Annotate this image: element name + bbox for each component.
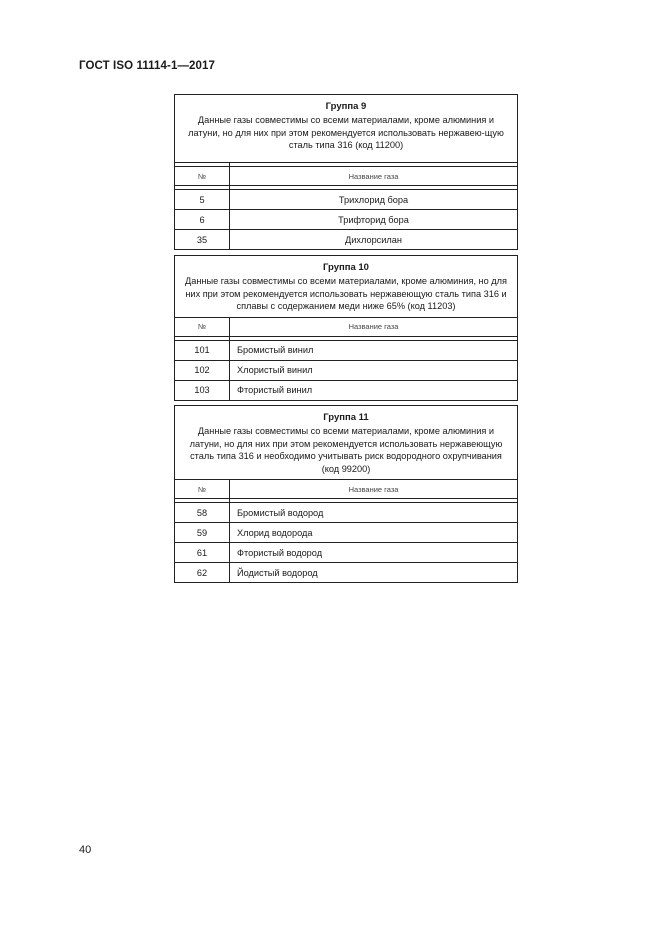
gas-name: Фтористый винил <box>237 385 313 395</box>
gas-name: Дихлорсилан <box>345 234 402 245</box>
column-number-header: № <box>175 480 230 499</box>
gas-number: 103 <box>175 380 230 400</box>
document-code: ГОСТ ISO 11114-1—2017 <box>79 60 216 72</box>
group-header <box>175 256 517 318</box>
gas-table <box>175 480 517 582</box>
gas-number: 58 <box>175 503 230 523</box>
page-number: 40 <box>79 844 92 856</box>
table-row <box>175 543 517 563</box>
gas-number: 5 <box>175 190 230 210</box>
gas-name: Хлористый винил <box>230 360 518 380</box>
gas-number: 35 <box>175 230 230 250</box>
group-title: Группа 10 <box>323 262 369 273</box>
gas-name: Бромистый винил <box>230 340 518 360</box>
gas-name: Йодистый водород <box>237 567 318 578</box>
table-row <box>175 230 517 250</box>
table-header-row <box>175 167 517 186</box>
group-description: Данные газы совместимы со всеми материалами, кроме алюминия, но для них при этом рекомендуется использовать нержавеющую сталь типа 316 и сплавы с содержанием меди ниже 65% (код 11203) <box>185 276 507 311</box>
group-description: Данные газы совместимы со всеми материалами, кроме алюминия и латуни, но для них при этом рекомендуется использовать нержавеющую сталь типа 316 и необходимо учитывать риск водородного охрупчивания (код 99200) <box>189 426 503 474</box>
gas-number: 6 <box>175 210 230 230</box>
group-10-table <box>174 255 518 401</box>
group-9-table <box>174 94 518 250</box>
table-row <box>175 503 517 523</box>
table-header-row <box>175 480 517 499</box>
gas-table <box>175 163 517 249</box>
gas-name: Бромистый водород <box>230 503 518 523</box>
table-row <box>175 380 517 400</box>
gas-number: 61 <box>175 543 230 563</box>
group-11-table <box>174 405 518 583</box>
gas-number: 101 <box>175 340 230 360</box>
group-title: Группа 11 <box>323 412 369 423</box>
column-name-header: Название газа <box>230 318 518 337</box>
gas-name: Трихлорид бора <box>230 190 518 210</box>
group-header <box>175 406 517 480</box>
gas-number: 62 <box>175 563 230 583</box>
table-row <box>175 190 517 210</box>
table-row <box>175 563 517 583</box>
column-number-header: № <box>175 167 230 186</box>
gas-number: 102 <box>175 360 230 380</box>
gas-table <box>175 318 517 400</box>
table-header-row <box>175 318 517 337</box>
gas-name: Трифторид бора <box>230 210 518 230</box>
group-description: Данные газы совместимы со всеми материалами, кроме алюминия и латуни, но для них при этом рекомендуется использовать нержавею-щую сталь типа 316 (код 11200) <box>188 115 504 150</box>
gas-name: Хлорид водорода <box>230 523 518 543</box>
column-name-header: Название газа <box>230 480 518 499</box>
table-row <box>175 210 517 230</box>
table-row <box>175 340 517 360</box>
column-number-header: № <box>175 318 230 337</box>
gas-number: 59 <box>175 523 230 543</box>
column-name-header: Название газа <box>230 167 518 186</box>
table-row <box>175 523 517 543</box>
group-header <box>175 95 517 163</box>
table-row <box>175 360 517 380</box>
gas-name: Фтористый водород <box>230 543 518 563</box>
group-title: Группа 9 <box>325 101 367 112</box>
